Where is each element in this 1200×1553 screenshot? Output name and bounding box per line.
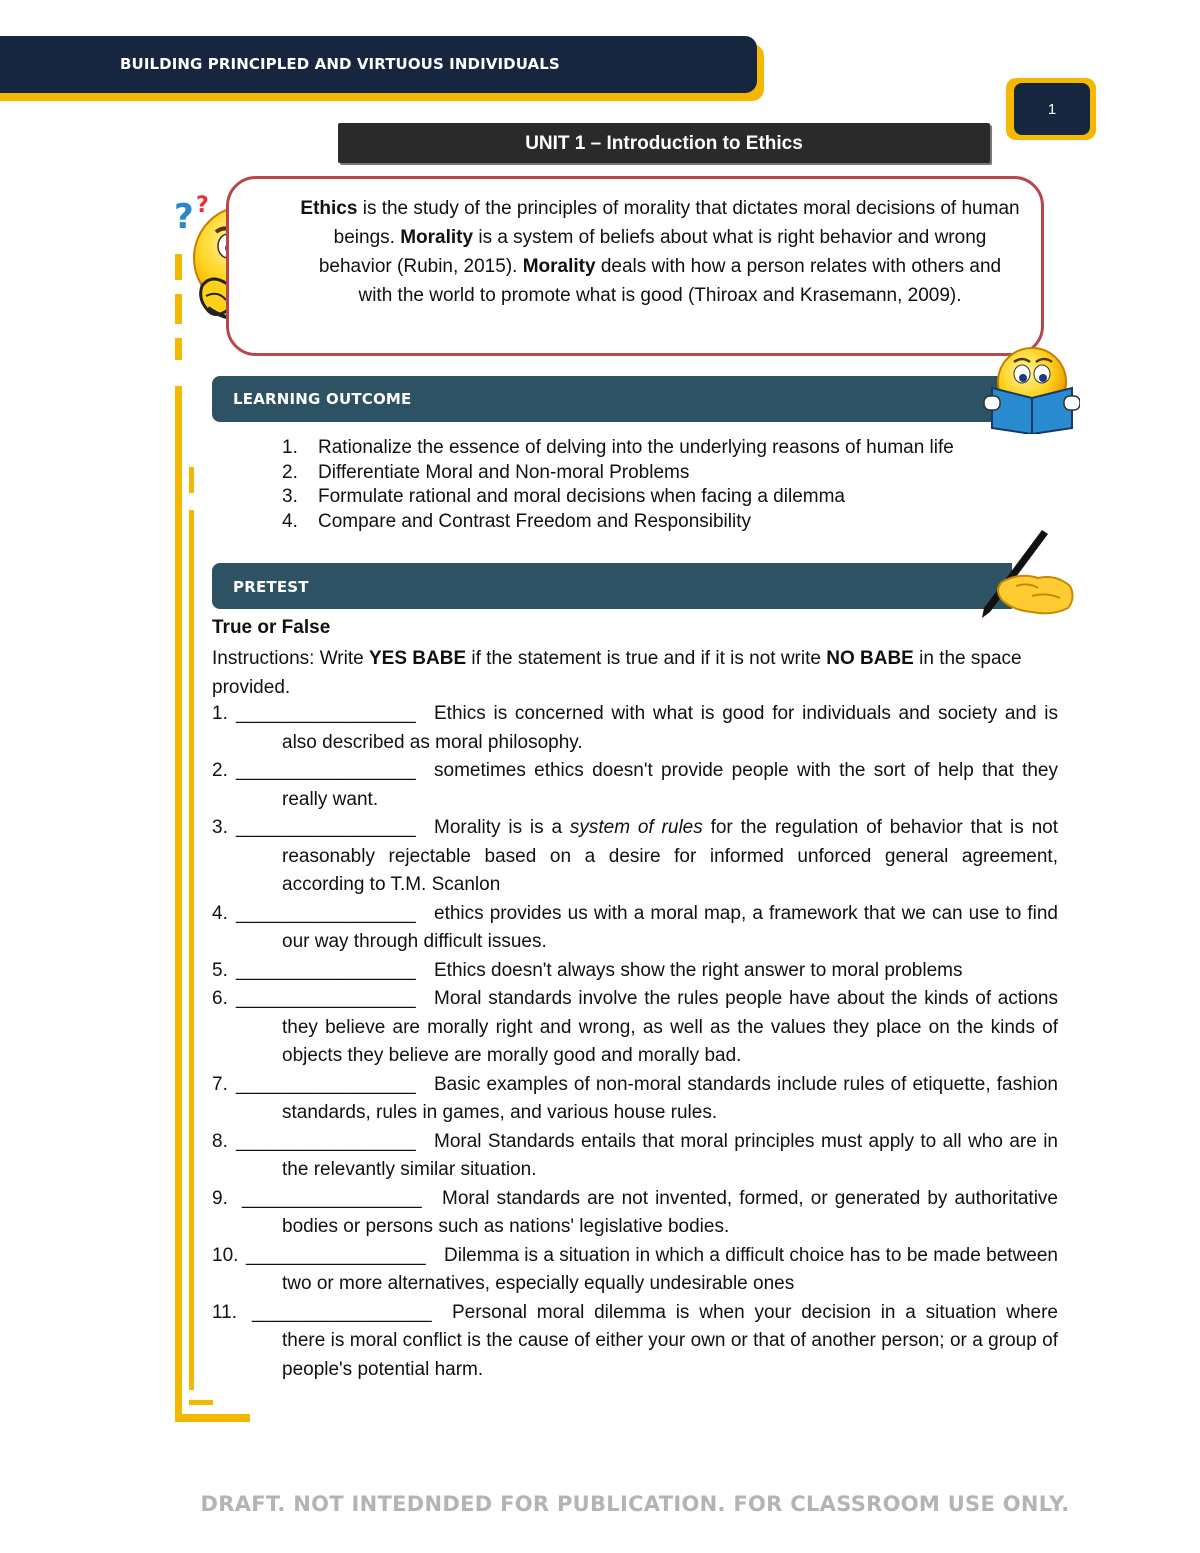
- list-item-number: 1.: [282, 437, 298, 458]
- item-text-part: Morality is is a: [434, 817, 570, 838]
- item-number: 8.: [212, 1130, 228, 1152]
- rail-inner-segment: [189, 467, 194, 493]
- item-text: Ethics doesn't always show the right answer to moral problems: [434, 959, 963, 981]
- item-number: 6.: [212, 988, 228, 1009]
- list-item: [212, 900, 1058, 957]
- list-item: [212, 985, 1058, 1071]
- rail-inner-bottom: [189, 1400, 213, 1405]
- item-text: ethics provides us with a moral map, a framework that we can use to find our way through difficult issues.: [282, 902, 1058, 952]
- instructions-no: NO BABE: [826, 648, 914, 669]
- svg-text:?: ?: [196, 193, 209, 218]
- term-morality: Morality: [400, 227, 474, 248]
- item-number: 2.: [212, 760, 228, 781]
- list-item: [282, 485, 1062, 510]
- item-text: Ethics is concerned with what is good for individuals and society and is also described as moral philosophy.: [282, 703, 1058, 753]
- list-item: [212, 1071, 1058, 1128]
- page-number: 1: [1047, 101, 1057, 118]
- list-item-text: Rationalize the essence of delving into the underlying reasons of human life: [318, 437, 954, 458]
- answer-blank[interactable]: _________________: [236, 1130, 416, 1152]
- answer-blank[interactable]: _________________: [236, 760, 416, 781]
- item-text: Dilemma is a situation in which a difficult choice has to be made between two or more alternatives, especially equally undesirable ones: [282, 1244, 1058, 1294]
- item-number: 5.: [212, 959, 228, 981]
- item-number: 3.: [212, 817, 228, 838]
- answer-blank[interactable]: _________________: [236, 988, 416, 1009]
- answer-blank[interactable]: _________________: [236, 902, 416, 924]
- definition-text: [300, 194, 1020, 310]
- list-item: [212, 814, 1058, 900]
- answer-blank[interactable]: _________________: [252, 1301, 432, 1323]
- header-title: BUILDING PRINCIPLED AND VIRTUOUS INDIVIDUALS: [120, 55, 560, 73]
- list-item: [212, 1185, 1058, 1242]
- item-text: Basic examples of non-moral standards include rules of etiquette, fashion standards, rules in games, and various house rules.: [282, 1073, 1058, 1123]
- answer-blank[interactable]: _________________: [236, 959, 416, 981]
- item-number: 4.: [212, 902, 228, 924]
- item-text-part: for the regulation of behavior that is not reasonably rejectable based on a desire for informed unforced general agreement, according to T.M. Scanlon: [282, 817, 1058, 895]
- unit-title: UNIT 1 – Introduction to Ethics: [525, 133, 803, 154]
- item-number: 9.: [212, 1187, 228, 1209]
- instructions-yes: YES BABE: [368, 648, 467, 669]
- list-item: [282, 510, 1062, 535]
- item-text-emphasis: system of rules: [569, 817, 703, 838]
- list-item: [212, 1299, 1058, 1385]
- definition-morality-2: deals with how a person relates with others and with the world to promote what is good (Thiroax and Krasemann, 2009).: [358, 256, 1002, 306]
- instructions-text: in the space provided.: [212, 648, 1022, 698]
- footer-disclaimer: DRAFT. NOT INTEDNDED FOR PUBLICATION. FOR CLASSROOM USE ONLY.: [200, 1492, 1070, 1516]
- rail-main: [175, 386, 182, 1422]
- list-item-text: Formulate rational and moral decisions when facing a dilemma: [318, 486, 845, 507]
- list-item: [212, 757, 1058, 814]
- definition-ethics: is the study of the principles of morality that dictates moral decisions of human beings.: [333, 198, 1020, 248]
- answer-blank[interactable]: _________________: [236, 817, 416, 838]
- list-item: [212, 957, 1058, 986]
- list-item-number: 2.: [282, 461, 298, 483]
- svg-text:?: ?: [174, 197, 194, 237]
- instructions-text: Instructions: Write: [212, 648, 369, 669]
- answer-blank[interactable]: _________________: [246, 1244, 426, 1266]
- list-item: [212, 1128, 1058, 1185]
- item-text: Moral standards involve the rules people have about the kinds of actions they believe are morally right and wrong, as well as the values they place on the kinds of objects they believe are morally good and morally bad.: [282, 988, 1058, 1066]
- reading-emoji-icon: [980, 342, 1080, 434]
- list-item: [282, 461, 1062, 486]
- learning-outcome-list: [282, 436, 1062, 534]
- list-item: [212, 1242, 1058, 1299]
- writing-hand-icon: [972, 526, 1078, 626]
- answer-blank[interactable]: _________________: [242, 1187, 422, 1209]
- list-item-number: 3.: [282, 486, 298, 507]
- item-number: 1.: [212, 703, 228, 724]
- item-text: sometimes ethics doesn't provide people with the sort of help that they really want.: [282, 760, 1058, 810]
- item-text: Moral standards are not invented, formed, or generated by authoritative bodies or persons such as nations' legislative bodies.: [282, 1187, 1058, 1237]
- pretest-instructions: [212, 645, 1060, 702]
- pretest-items: [212, 700, 1058, 1384]
- term-ethics: Ethics: [300, 198, 358, 219]
- pretest-label: PRETEST: [233, 578, 309, 596]
- list-item: [212, 700, 1058, 757]
- answer-blank[interactable]: _________________: [236, 1073, 416, 1095]
- pretest-heading: True or False: [212, 617, 331, 638]
- learning-outcome-label: LEARNING OUTCOME: [233, 390, 412, 408]
- item-number: 11.: [212, 1301, 238, 1323]
- answer-blank[interactable]: _________________: [236, 703, 416, 724]
- item-number: 10.: [212, 1244, 239, 1266]
- rail-inner: [189, 510, 194, 1390]
- item-number: 7.: [212, 1073, 228, 1095]
- list-item-number: 4.: [282, 510, 298, 532]
- list-item-text: Compare and Contrast Freedom and Responsibility: [318, 510, 751, 532]
- pretest-bar: [212, 563, 1012, 609]
- list-item-text: Differentiate Moral and Non-moral Problems: [318, 461, 690, 483]
- item-text: Moral Standards entails that moral principles must apply to all who are in the relevantly similar situation.: [282, 1130, 1058, 1180]
- rail-segment: [175, 338, 182, 360]
- term-morality-2: Morality: [522, 256, 596, 277]
- item-text: Personal moral dilemma is when your decision in a situation where there is moral conflict is the cause of either your own or that of another person; or a group of people's potential harm.: [282, 1301, 1058, 1380]
- definition-morality: is a system of beliefs about what is right behavior and wrong behavior (Rubin, 2015).: [318, 227, 987, 277]
- list-item: [282, 436, 1062, 461]
- rail-bottom: [175, 1414, 250, 1422]
- instructions-text: if the statement is true and if it is not write: [466, 648, 827, 669]
